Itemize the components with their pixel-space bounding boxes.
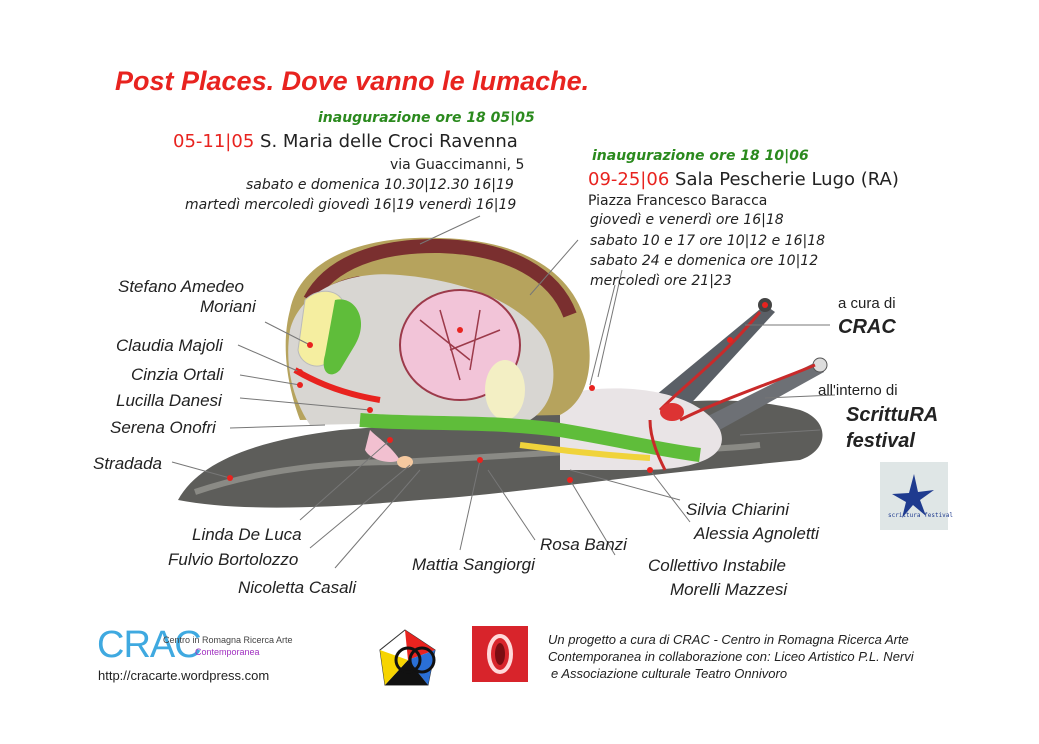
lugo-address: Piazza Francesco Baracca (588, 193, 768, 209)
crac-logo-sub-2: Contemporanea (195, 647, 260, 657)
artist-name: Fulvio Bortolozzo (168, 550, 299, 569)
festival-name-1: ScrittuRA (846, 404, 939, 426)
lugo-dates: 09-25|06 (588, 169, 670, 190)
curator-label: a cura di (838, 295, 896, 312)
ravenna-inauguration: inaugurazione ore 18 05|05 (318, 110, 535, 126)
ravenna-hours-2: martedì mercoledì giovedì 16|19 venerdì 16|19 (185, 197, 517, 213)
credit-line-3: e Associazione culturale Teatro Onnivoro (551, 666, 788, 681)
ravenna-address: via Guaccimanni, 5 (390, 157, 525, 173)
artist-name: Stefano Amedeo (118, 277, 245, 296)
credit-line-1: Un progetto a cura di CRAC - Centro in Romagna Ricerca Arte (548, 632, 909, 647)
curator-name: CRAC (838, 316, 896, 338)
teatro-onnivoro-logo (472, 626, 528, 682)
lugo-venue: Sala Pescherie Lugo (RA) (675, 169, 899, 190)
artist-name: Nicoletta Casali (238, 578, 357, 597)
artist-name: Stradada (93, 454, 162, 473)
crac-logo-text: CRAC (97, 624, 201, 666)
lugo-hours-1: giovedì e venerdì ore 16|18 (590, 212, 784, 228)
lugo-hours-2: sabato 10 e 17 ore 10|12 e 16|18 (590, 233, 826, 249)
festival-label: all'interno di (818, 382, 898, 399)
credit-line-2: Contemporanea in collaborazione con: Liceo Artistico P.L. Nervi (548, 649, 914, 664)
artist-name: Moriani (200, 297, 256, 316)
mouth-icon (472, 626, 528, 682)
scrittura-logo-text: scrittura festival (888, 512, 954, 519)
artist-name: Cinzia Ortali (131, 365, 224, 384)
artist-name: Linda De Luca (192, 525, 302, 544)
festival-name-2: festival (846, 430, 915, 452)
lugo-hours-3: sabato 24 e domenica ore 10|12 (590, 253, 819, 269)
lugo-dates-line (588, 169, 899, 190)
ravenna-hours-1: sabato e domenica 10.30|12.30 16|19 (246, 177, 514, 193)
artist-name: Mattia Sangiorgi (412, 555, 535, 574)
artist-name: Alessia Agnoletti (694, 524, 820, 543)
scrittura-logo (880, 462, 954, 530)
artist-name: Rosa Banzi (540, 535, 627, 554)
star-icon (880, 462, 948, 530)
ravenna-dates-line (173, 131, 518, 152)
artist-name: Lucilla Danesi (116, 391, 222, 410)
artist-name: Serena Onofri (110, 418, 216, 437)
artist-name: Claudia Majoli (116, 336, 223, 355)
ravenna-venue: S. Maria delle Croci Ravenna (260, 131, 518, 152)
lugo-hours-4: mercoledì ore 21|23 (590, 273, 732, 289)
artist-name: Morelli Mazzesi (670, 580, 788, 599)
artist-name: Collettivo Instabile (648, 556, 786, 575)
ravenna-dates: 05-11|05 (173, 131, 255, 152)
crac-url[interactable]: http://cracarte.wordpress.com (98, 668, 270, 683)
artist-name: Silvia Chiarini (686, 500, 789, 519)
poster-title: Post Places. Dove vanno le lumache. (115, 66, 590, 96)
crac-logo-sub-1: Centro in Romagna Ricerca Arte (163, 635, 293, 645)
crac-logo (97, 624, 201, 667)
lugo-inauguration: inaugurazione ore 18 10|06 (592, 148, 809, 164)
